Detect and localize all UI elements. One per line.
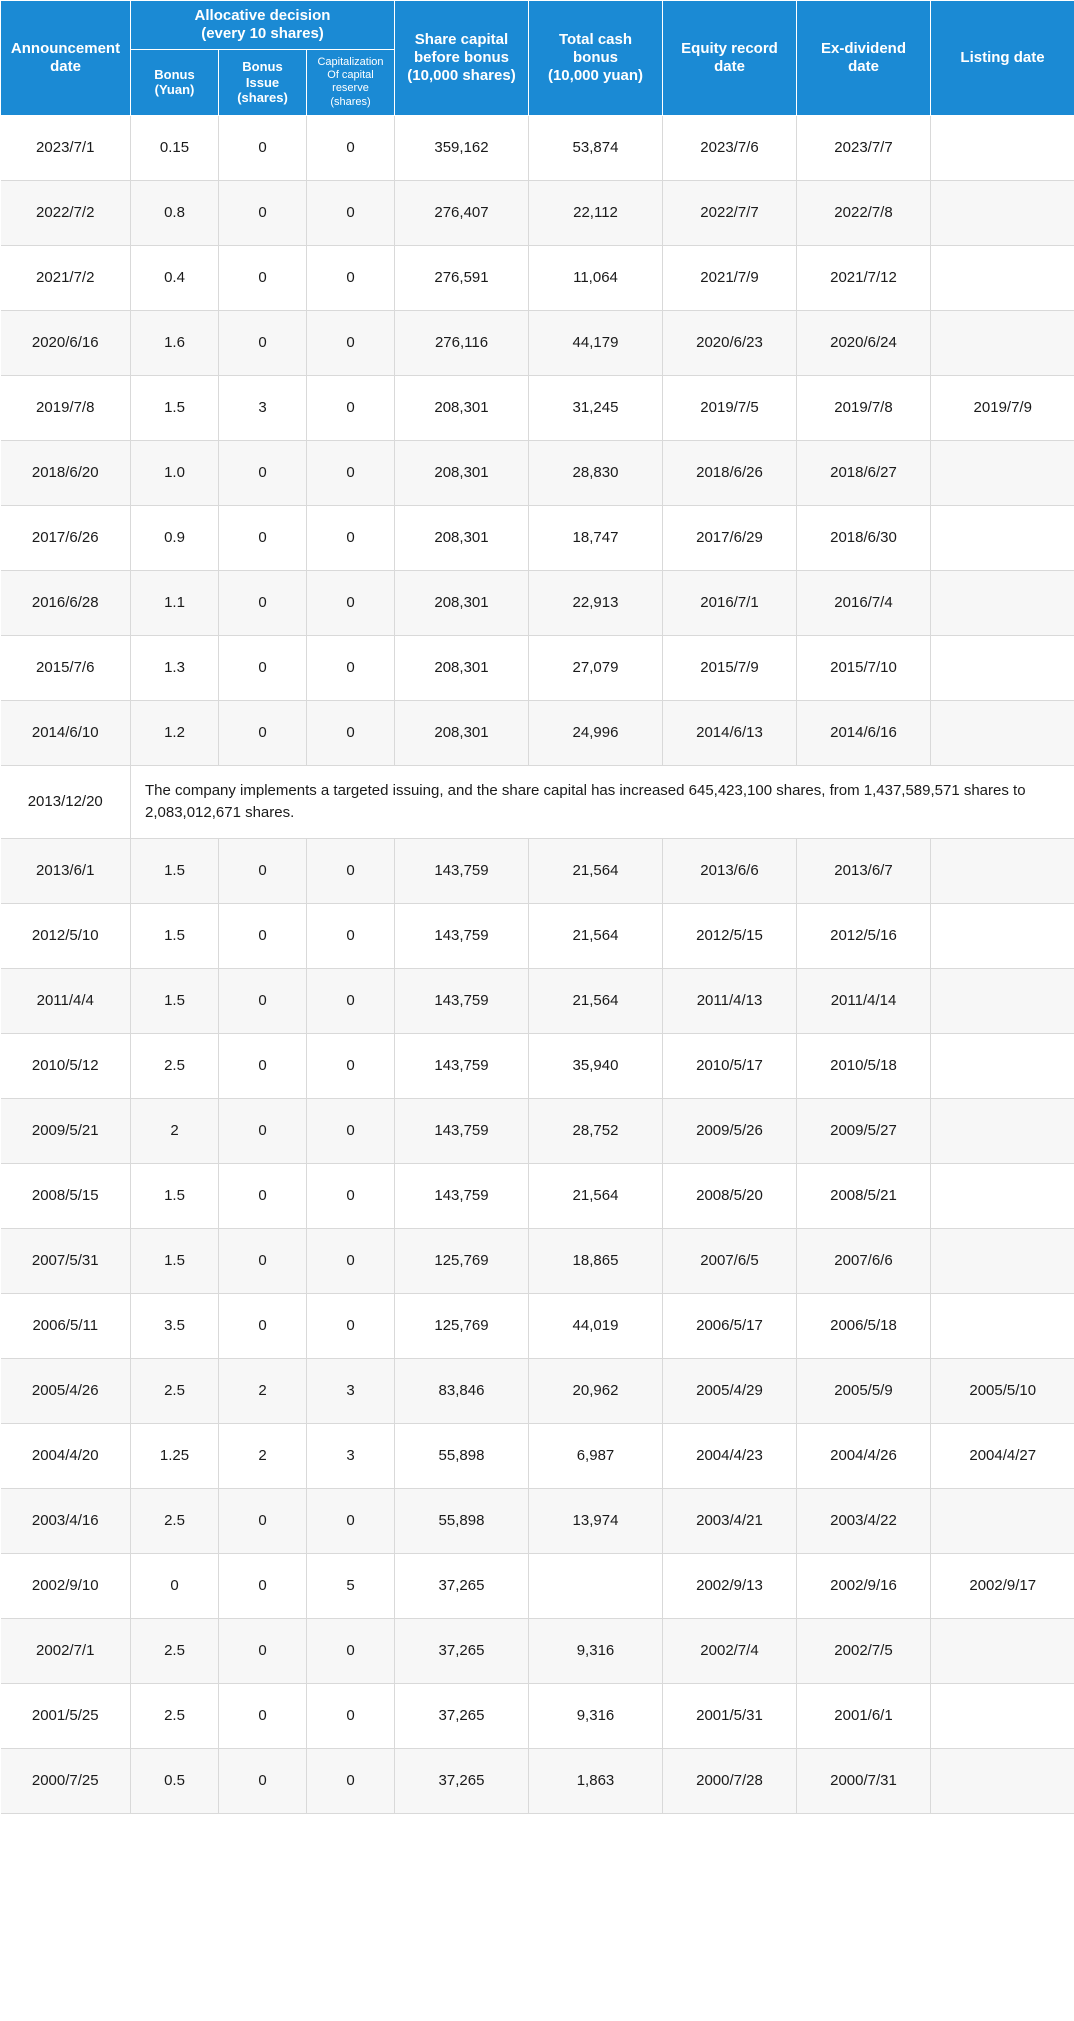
header-total-cash-line1: Total cash [558, 30, 633, 48]
cell-listing-date [931, 1683, 1074, 1748]
cell-bonus-yuan: 0.15 [131, 115, 219, 180]
cell-capitalization: 0 [307, 968, 395, 1033]
table-row [1, 968, 1074, 1033]
header-announcement-date [1, 1, 131, 116]
cell-total-cash-bonus: 1,863 [529, 1748, 663, 1813]
cell-ex-dividend-date: 2002/9/16 [797, 1553, 931, 1618]
cell-ex-dividend-date: 2010/5/18 [797, 1033, 931, 1098]
header-ex-dividend-date [797, 1, 931, 116]
cell-bonus-issue: 0 [219, 245, 307, 310]
cell-ex-dividend-date: 2018/6/27 [797, 440, 931, 505]
cell-bonus-issue: 0 [219, 1033, 307, 1098]
cell-announcement-date: 2000/7/25 [1, 1748, 131, 1813]
cell-equity-record-date: 2002/9/13 [663, 1553, 797, 1618]
header-bonus-yuan-line2: (Yuan) [154, 82, 195, 98]
header-share-capital-line2: before bonus [413, 48, 509, 66]
cell-bonus-yuan: 1.1 [131, 570, 219, 635]
cell-bonus-yuan: 2.5 [131, 1488, 219, 1553]
table-row [1, 375, 1074, 440]
cell-equity-record-date: 2007/6/5 [663, 1228, 797, 1293]
cell-announcement-date: 2007/5/31 [1, 1228, 131, 1293]
cell-capitalization: 0 [307, 180, 395, 245]
cell-bonus-yuan: 1.6 [131, 310, 219, 375]
cell-bonus-yuan: 2.5 [131, 1683, 219, 1748]
cell-announcement-date: 2001/5/25 [1, 1683, 131, 1748]
cell-ex-dividend-date: 2021/7/12 [797, 245, 931, 310]
cell-capitalization: 0 [307, 838, 395, 903]
table-row [1, 115, 1074, 180]
cell-announcement-date: 2002/9/10 [1, 1553, 131, 1618]
cell-bonus-issue: 0 [219, 1618, 307, 1683]
cell-capitalization: 0 [307, 1293, 395, 1358]
cell-bonus-yuan: 2.5 [131, 1358, 219, 1423]
cell-ex-dividend-date: 2023/7/7 [797, 115, 931, 180]
cell-capitalization: 0 [307, 375, 395, 440]
cell-bonus-yuan: 2.5 [131, 1618, 219, 1683]
cell-share-capital-before-bonus: 276,116 [395, 310, 529, 375]
cell-bonus-issue: 0 [219, 505, 307, 570]
header-bonus-issue [219, 50, 307, 116]
cell-equity-record-date: 2022/7/7 [663, 180, 797, 245]
cell-total-cash-bonus: 21,564 [529, 968, 663, 1033]
cell-listing-date [931, 903, 1074, 968]
cell-listing-date [931, 1098, 1074, 1163]
header-ex-dividend-line2: date [848, 57, 879, 75]
cell-listing-date [931, 180, 1074, 245]
table-row [1, 1618, 1074, 1683]
cell-bonus-yuan: 0.4 [131, 245, 219, 310]
cell-total-cash-bonus: 20,962 [529, 1358, 663, 1423]
cell-share-capital-before-bonus: 208,301 [395, 570, 529, 635]
cell-equity-record-date: 2016/7/1 [663, 570, 797, 635]
cell-announcement-date: 2011/4/4 [1, 968, 131, 1033]
cell-total-cash-bonus: 24,996 [529, 700, 663, 765]
cell-equity-record-date: 2014/6/13 [663, 700, 797, 765]
cell-bonus-yuan: 1.0 [131, 440, 219, 505]
cell-total-cash-bonus: 35,940 [529, 1033, 663, 1098]
cell-total-cash-bonus: 28,830 [529, 440, 663, 505]
cell-total-cash-bonus: 21,564 [529, 838, 663, 903]
cell-equity-record-date: 2000/7/28 [663, 1748, 797, 1813]
table-row [1, 1683, 1074, 1748]
cell-bonus-issue: 0 [219, 310, 307, 375]
cell-bonus-issue: 0 [219, 570, 307, 635]
cell-note: The company implements a targeted issuing, and the share capital has increased 645,423,100 shares, from 1,437,589,571 shares to 2,083,012,671 shares. [131, 765, 1074, 838]
header-capitalization-line1: Capitalization [317, 56, 384, 68]
cell-share-capital-before-bonus: 276,407 [395, 180, 529, 245]
cell-announcement-date: 2022/7/2 [1, 180, 131, 245]
cell-equity-record-date: 2002/7/4 [663, 1618, 797, 1683]
cell-bonus-issue: 0 [219, 1098, 307, 1163]
cell-capitalization: 0 [307, 1033, 395, 1098]
cell-share-capital-before-bonus: 37,265 [395, 1683, 529, 1748]
cell-ex-dividend-date: 2016/7/4 [797, 570, 931, 635]
table-row [1, 1163, 1074, 1228]
cell-listing-date [931, 968, 1074, 1033]
cell-equity-record-date: 2023/7/6 [663, 115, 797, 180]
cell-share-capital-before-bonus: 143,759 [395, 903, 529, 968]
cell-announcement-date: 2015/7/6 [1, 635, 131, 700]
cell-share-capital-before-bonus: 125,769 [395, 1228, 529, 1293]
cell-bonus-yuan: 0 [131, 1553, 219, 1618]
cell-share-capital-before-bonus: 143,759 [395, 1033, 529, 1098]
cell-listing-date [931, 115, 1074, 180]
cell-listing-date: 2004/4/27 [931, 1423, 1074, 1488]
cell-equity-record-date: 2005/4/29 [663, 1358, 797, 1423]
cell-listing-date [931, 505, 1074, 570]
cell-announcement-date: 2019/7/8 [1, 375, 131, 440]
cell-bonus-yuan: 0.8 [131, 180, 219, 245]
header-bonus-issue-line2: Issue [245, 74, 280, 90]
table-row [1, 838, 1074, 903]
table-row [1, 1488, 1074, 1553]
cell-bonus-issue: 0 [219, 440, 307, 505]
table-row [1, 440, 1074, 505]
table-row [1, 180, 1074, 245]
cell-capitalization: 0 [307, 1618, 395, 1683]
cell-bonus-yuan: 3.5 [131, 1293, 219, 1358]
cell-listing-date: 2019/7/9 [931, 375, 1074, 440]
cell-ex-dividend-date: 2019/7/8 [797, 375, 931, 440]
cell-ex-dividend-date: 2012/5/16 [797, 903, 931, 968]
table-row [1, 1423, 1074, 1488]
cell-bonus-yuan: 1.5 [131, 1228, 219, 1293]
cell-total-cash-bonus: 21,564 [529, 1163, 663, 1228]
header-allocative-decision [131, 1, 395, 50]
cell-bonus-issue: 0 [219, 903, 307, 968]
cell-ex-dividend-date: 2018/6/30 [797, 505, 931, 570]
header-share-capital-before-bonus [395, 1, 529, 116]
cell-equity-record-date: 2019/7/5 [663, 375, 797, 440]
cell-ex-dividend-date: 2014/6/16 [797, 700, 931, 765]
cell-capitalization: 0 [307, 440, 395, 505]
cell-bonus-yuan: 1.5 [131, 968, 219, 1033]
header-share-capital-line1: Share capital [414, 30, 509, 48]
cell-bonus-yuan: 1.5 [131, 1163, 219, 1228]
cell-bonus-issue: 0 [219, 1293, 307, 1358]
table-row [1, 570, 1074, 635]
cell-capitalization: 0 [307, 245, 395, 310]
cell-bonus-issue: 2 [219, 1423, 307, 1488]
cell-equity-record-date: 2003/4/21 [663, 1488, 797, 1553]
cell-capitalization: 5 [307, 1553, 395, 1618]
cell-listing-date [931, 1228, 1074, 1293]
header-equity-record-date [663, 1, 797, 116]
table-row [1, 903, 1074, 968]
table-row [1, 1293, 1074, 1358]
table-row [1, 765, 1074, 838]
table-row [1, 505, 1074, 570]
cell-equity-record-date: 2017/6/29 [663, 505, 797, 570]
cell-announcement-date: 2005/4/26 [1, 1358, 131, 1423]
cell-bonus-issue: 0 [219, 1748, 307, 1813]
header-share-capital-line3: (10,000 shares) [407, 66, 516, 84]
header-total-cash-line3: (10,000 yuan) [547, 66, 644, 84]
cell-listing-date [931, 700, 1074, 765]
cell-share-capital-before-bonus: 55,898 [395, 1423, 529, 1488]
cell-ex-dividend-date: 2004/4/26 [797, 1423, 931, 1488]
header-capitalization-line4: (shares) [330, 95, 371, 108]
header-bonus-issue-line1: Bonus [242, 58, 283, 74]
cell-bonus-issue: 0 [219, 700, 307, 765]
cell-equity-record-date: 2001/5/31 [663, 1683, 797, 1748]
cell-equity-record-date: 2006/5/17 [663, 1293, 797, 1358]
cell-ex-dividend-date: 2013/6/7 [797, 838, 931, 903]
cell-capitalization: 0 [307, 700, 395, 765]
cell-announcement-date: 2009/5/21 [1, 1098, 131, 1163]
cell-share-capital-before-bonus: 125,769 [395, 1293, 529, 1358]
cell-share-capital-before-bonus: 208,301 [395, 700, 529, 765]
cell-announcement-date: 2014/6/10 [1, 700, 131, 765]
cell-share-capital-before-bonus: 208,301 [395, 440, 529, 505]
header-capitalization-line3: reserve [332, 82, 369, 95]
cell-total-cash-bonus: 21,564 [529, 903, 663, 968]
cell-listing-date: 2005/5/10 [931, 1358, 1074, 1423]
cell-total-cash-bonus: 22,913 [529, 570, 663, 635]
cell-total-cash-bonus: 44,019 [529, 1293, 663, 1358]
cell-total-cash-bonus: 27,079 [529, 635, 663, 700]
cell-total-cash-bonus: 53,874 [529, 115, 663, 180]
cell-listing-date [931, 1293, 1074, 1358]
cell-capitalization: 0 [307, 310, 395, 375]
cell-capitalization: 0 [307, 1228, 395, 1293]
table-row [1, 310, 1074, 375]
cell-ex-dividend-date: 2022/7/8 [797, 180, 931, 245]
cell-capitalization: 0 [307, 570, 395, 635]
cell-listing-date: 2002/9/17 [931, 1553, 1074, 1618]
cell-total-cash-bonus: 22,112 [529, 180, 663, 245]
cell-announcement-date: 2013/12/20 [1, 765, 131, 838]
cell-share-capital-before-bonus: 143,759 [395, 968, 529, 1033]
cell-share-capital-before-bonus: 37,265 [395, 1553, 529, 1618]
table-row [1, 700, 1074, 765]
header-capitalization-of-capital-reserve [307, 50, 395, 116]
cell-announcement-date: 2008/5/15 [1, 1163, 131, 1228]
header-row-top [1, 1, 1074, 50]
cell-capitalization: 3 [307, 1358, 395, 1423]
cell-ex-dividend-date: 2020/6/24 [797, 310, 931, 375]
cell-equity-record-date: 2011/4/13 [663, 968, 797, 1033]
table-row [1, 1358, 1074, 1423]
table-row [1, 1228, 1074, 1293]
cell-share-capital-before-bonus: 208,301 [395, 505, 529, 570]
cell-bonus-yuan: 1.5 [131, 375, 219, 440]
cell-ex-dividend-date: 2001/6/1 [797, 1683, 931, 1748]
table-row [1, 1033, 1074, 1098]
cell-equity-record-date: 2012/5/15 [663, 903, 797, 968]
header-bonus-yuan-line1: Bonus [154, 66, 195, 82]
header-listing-date-label: Listing date [960, 48, 1045, 66]
cell-listing-date [931, 1033, 1074, 1098]
table-row [1, 1748, 1074, 1813]
cell-announcement-date: 2004/4/20 [1, 1423, 131, 1488]
cell-capitalization: 0 [307, 1163, 395, 1228]
cell-equity-record-date: 2013/6/6 [663, 838, 797, 903]
cell-total-cash-bonus: 11,064 [529, 245, 663, 310]
header-bonus-issue-line3: (shares) [237, 90, 288, 106]
table-row [1, 635, 1074, 700]
cell-ex-dividend-date: 2007/6/6 [797, 1228, 931, 1293]
cell-bonus-yuan: 1.2 [131, 700, 219, 765]
cell-capitalization: 0 [307, 1488, 395, 1553]
cell-listing-date [931, 1163, 1074, 1228]
cell-share-capital-before-bonus: 55,898 [395, 1488, 529, 1553]
cell-equity-record-date: 2008/5/20 [663, 1163, 797, 1228]
cell-ex-dividend-date: 2009/5/27 [797, 1098, 931, 1163]
header-announcement-date-label: Announcement date [10, 39, 121, 75]
cell-equity-record-date: 2010/5/17 [663, 1033, 797, 1098]
header-equity-record-line1: Equity record [681, 39, 778, 57]
cell-bonus-issue: 0 [219, 635, 307, 700]
cell-share-capital-before-bonus: 143,759 [395, 1163, 529, 1228]
cell-total-cash-bonus: 44,179 [529, 310, 663, 375]
cell-bonus-issue: 0 [219, 1488, 307, 1553]
cell-total-cash-bonus: 9,316 [529, 1618, 663, 1683]
cell-equity-record-date: 2009/5/26 [663, 1098, 797, 1163]
cell-listing-date [931, 245, 1074, 310]
cell-capitalization: 0 [307, 903, 395, 968]
cell-total-cash-bonus: 31,245 [529, 375, 663, 440]
cell-share-capital-before-bonus: 276,591 [395, 245, 529, 310]
cell-share-capital-before-bonus: 143,759 [395, 1098, 529, 1163]
cell-bonus-yuan: 0.9 [131, 505, 219, 570]
cell-bonus-issue: 0 [219, 180, 307, 245]
cell-listing-date [931, 1748, 1074, 1813]
cell-bonus-issue: 0 [219, 1163, 307, 1228]
cell-announcement-date: 2006/5/11 [1, 1293, 131, 1358]
cell-announcement-date: 2018/6/20 [1, 440, 131, 505]
cell-bonus-issue: 0 [219, 1228, 307, 1293]
cell-announcement-date: 2013/6/1 [1, 838, 131, 903]
table-body [1, 115, 1074, 1813]
cell-capitalization: 0 [307, 505, 395, 570]
header-allocative-decision-line2: (every 10 shares) [201, 25, 324, 42]
table-header [1, 1, 1074, 116]
cell-bonus-yuan: 1.25 [131, 1423, 219, 1488]
cell-total-cash-bonus: 13,974 [529, 1488, 663, 1553]
cell-announcement-date: 2021/7/2 [1, 245, 131, 310]
cell-bonus-yuan: 2.5 [131, 1033, 219, 1098]
cell-listing-date [931, 1618, 1074, 1683]
cell-share-capital-before-bonus: 83,846 [395, 1358, 529, 1423]
cell-capitalization: 0 [307, 635, 395, 700]
table-row [1, 1098, 1074, 1163]
cell-total-cash-bonus: 28,752 [529, 1098, 663, 1163]
cell-ex-dividend-date: 2005/5/9 [797, 1358, 931, 1423]
cell-bonus-yuan: 1.3 [131, 635, 219, 700]
cell-ex-dividend-date: 2008/5/21 [797, 1163, 931, 1228]
header-total-cash-line2: bonus [573, 48, 618, 66]
cell-bonus-yuan: 2 [131, 1098, 219, 1163]
cell-ex-dividend-date: 2003/4/22 [797, 1488, 931, 1553]
cell-capitalization: 0 [307, 1748, 395, 1813]
header-equity-record-line2: date [714, 57, 745, 75]
cell-ex-dividend-date: 2002/7/5 [797, 1618, 931, 1683]
cell-bonus-yuan: 0.5 [131, 1748, 219, 1813]
cell-listing-date [931, 1488, 1074, 1553]
cell-listing-date [931, 570, 1074, 635]
cell-announcement-date: 2017/6/26 [1, 505, 131, 570]
cell-share-capital-before-bonus: 37,265 [395, 1748, 529, 1813]
header-bonus-yuan [131, 50, 219, 116]
cell-equity-record-date: 2004/4/23 [663, 1423, 797, 1488]
cell-ex-dividend-date: 2011/4/14 [797, 968, 931, 1033]
header-capitalization-line2: Of capital [327, 69, 374, 82]
cell-bonus-issue: 0 [219, 968, 307, 1033]
cell-capitalization: 0 [307, 115, 395, 180]
cell-listing-date [931, 635, 1074, 700]
cell-share-capital-before-bonus: 143,759 [395, 838, 529, 903]
cell-total-cash-bonus: 6,987 [529, 1423, 663, 1488]
cell-equity-record-date: 2020/6/23 [663, 310, 797, 375]
cell-listing-date [931, 440, 1074, 505]
cell-share-capital-before-bonus: 208,301 [395, 375, 529, 440]
cell-equity-record-date: 2015/7/9 [663, 635, 797, 700]
cell-total-cash-bonus: 18,865 [529, 1228, 663, 1293]
cell-ex-dividend-date: 2006/5/18 [797, 1293, 931, 1358]
cell-announcement-date: 2023/7/1 [1, 115, 131, 180]
cell-capitalization: 3 [307, 1423, 395, 1488]
cell-ex-dividend-date: 2015/7/10 [797, 635, 931, 700]
header-total-cash-bonus [529, 1, 663, 116]
cell-announcement-date: 2012/5/10 [1, 903, 131, 968]
cell-share-capital-before-bonus: 359,162 [395, 115, 529, 180]
cell-listing-date [931, 310, 1074, 375]
cell-listing-date [931, 838, 1074, 903]
cell-bonus-issue: 0 [219, 1683, 307, 1748]
cell-ex-dividend-date: 2000/7/31 [797, 1748, 931, 1813]
cell-bonus-issue: 0 [219, 115, 307, 180]
cell-capitalization: 0 [307, 1098, 395, 1163]
cell-bonus-yuan: 1.5 [131, 838, 219, 903]
cell-share-capital-before-bonus: 208,301 [395, 635, 529, 700]
table-row [1, 245, 1074, 310]
header-ex-dividend-line1: Ex-dividend [820, 39, 906, 57]
cell-announcement-date: 2002/7/1 [1, 1618, 131, 1683]
cell-announcement-date: 2020/6/16 [1, 310, 131, 375]
cell-equity-record-date: 2018/6/26 [663, 440, 797, 505]
cell-bonus-issue: 0 [219, 1553, 307, 1618]
cell-bonus-issue: 2 [219, 1358, 307, 1423]
cell-announcement-date: 2016/6/28 [1, 570, 131, 635]
header-listing-date [931, 1, 1074, 116]
cell-bonus-issue: 3 [219, 375, 307, 440]
cell-announcement-date: 2010/5/12 [1, 1033, 131, 1098]
cell-share-capital-before-bonus: 37,265 [395, 1618, 529, 1683]
cell-total-cash-bonus: 18,747 [529, 505, 663, 570]
table-row [1, 1553, 1074, 1618]
cell-total-cash-bonus [529, 1553, 663, 1618]
cell-bonus-issue: 0 [219, 838, 307, 903]
cell-equity-record-date: 2021/7/9 [663, 245, 797, 310]
header-allocative-decision-line1: Allocative decision [194, 7, 331, 24]
cell-bonus-yuan: 1.5 [131, 903, 219, 968]
cell-announcement-date: 2003/4/16 [1, 1488, 131, 1553]
cell-total-cash-bonus: 9,316 [529, 1683, 663, 1748]
cell-capitalization: 0 [307, 1683, 395, 1748]
